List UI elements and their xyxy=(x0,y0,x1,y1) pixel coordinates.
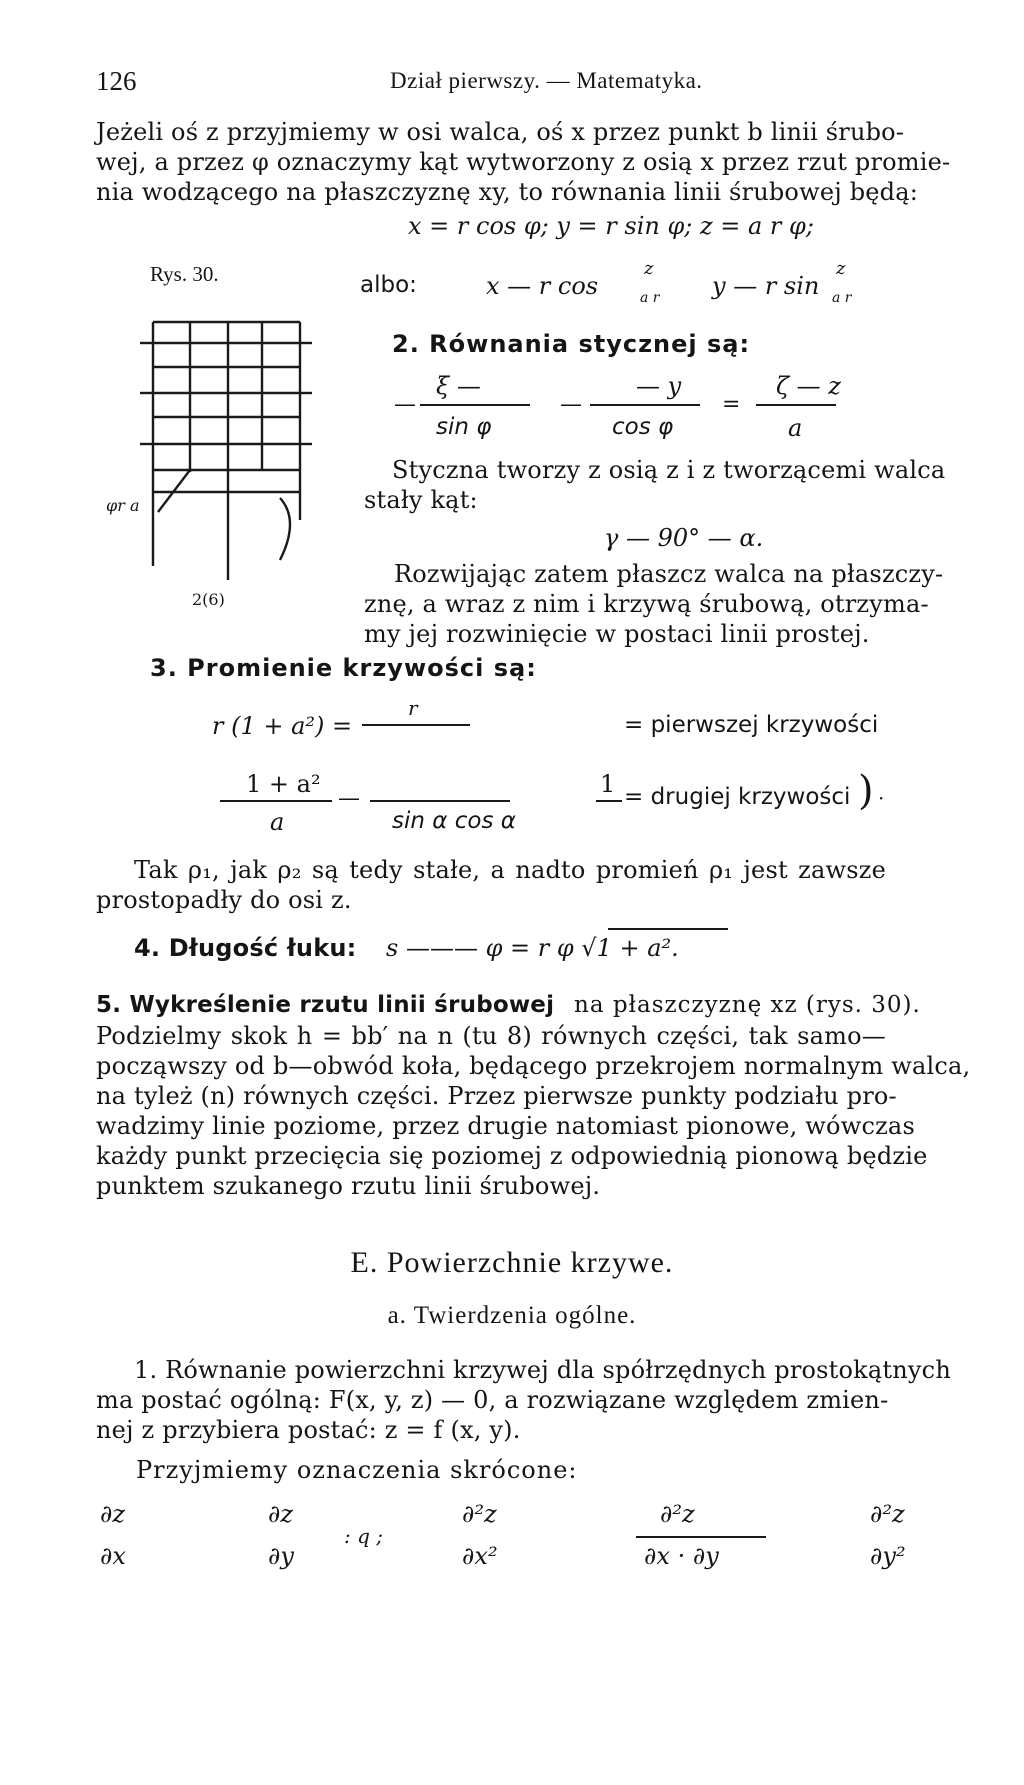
partial-den-2: ∂y xyxy=(268,1542,294,1570)
radius-2-num-left: 1 + a² xyxy=(246,770,321,798)
intro-line-1: Jeżeli oś z przyjmiemy w osi walca, oś x przez punkt b linii śrubo- xyxy=(96,118,905,146)
sqrt-bar xyxy=(608,928,728,930)
tak-line-2: prostopadły do osi z. xyxy=(96,886,352,914)
helix-eq2-mid: y — r sin xyxy=(712,272,820,300)
radius-2-bar-right xyxy=(596,800,622,802)
tangent-den-1: sin φ xyxy=(436,414,492,440)
helix-eq2-frac2-den: a r xyxy=(832,290,852,306)
radius-2-den-left: a xyxy=(270,808,285,836)
arc-length-formula: s ——— φ = r φ √1 + a². xyxy=(386,934,679,962)
helix-eq2-frac1-den: a r xyxy=(640,290,660,306)
partial-bar-4 xyxy=(636,1536,766,1538)
section-2-line-2: stały kąt: xyxy=(364,486,478,514)
section-5-line-5: każdy punkt przecięcia się poziomej z odpowiednią pionową będzie xyxy=(96,1142,928,1170)
section-5-line-6: punktem szukanego rzutu linii śrubowej. xyxy=(96,1172,601,1200)
radius-2-right: = drugiej krzywości xyxy=(624,784,851,810)
equals-dash: — xyxy=(394,392,416,417)
develop-line-3: my jej rozwinięcie w postaci linii prostej. xyxy=(364,620,870,648)
radius-1-right: = pierwszej krzywości xyxy=(624,712,879,738)
intro-line-3: nia wodzącego na płaszczyznę xy, to równania linii śrubowej będą: xyxy=(96,178,919,206)
equals-dash: — xyxy=(338,786,360,811)
tangent-bar-2 xyxy=(590,404,700,406)
gamma-equation: γ — 90° — α. xyxy=(604,524,764,552)
radius-1-num: r xyxy=(408,696,418,720)
partial-num-3: ∂²z xyxy=(462,1500,497,1528)
section-2-line-1: Styczna tworzy z osią z i z tworzącemi walca xyxy=(392,456,946,484)
q-label: : q ; xyxy=(344,1524,383,1548)
section-e-line-3: nej z przybiera postać: z = f (x, y). xyxy=(96,1416,521,1444)
section-3-heading: 3. Promienie krzywości są: xyxy=(150,654,537,682)
section-5-heading: 5. Wykreślenie rzutu linii śrubowej xyxy=(96,992,555,1018)
tangent-bar-1 xyxy=(420,404,530,406)
equals-dash: — xyxy=(560,392,582,417)
tangent-num-2: — y xyxy=(636,372,682,400)
helix-equation-1: x = r cos φ; y = r sin φ; z = a r φ; xyxy=(408,212,814,240)
section-e-line-2: ma postać ogólną: F(x, y, z) — 0, a rozwiązane względem zmien- xyxy=(96,1386,889,1414)
section-5-line-1: Podzielmy skok h = bb′ na n (tu 8) równych części, tak samo— xyxy=(96,1022,886,1050)
page-number: 126 xyxy=(96,66,137,96)
figure-label-left: φr a xyxy=(106,496,140,515)
partial-den-4: ∂x · ∂y xyxy=(644,1542,719,1570)
radius-1-left: r (1 + a²) = xyxy=(212,712,353,740)
section-4-heading: 4. Długość łuku: xyxy=(134,934,357,962)
equals-sign: = xyxy=(722,392,741,417)
running-title: Dział pierwszy. — Matematyka. xyxy=(390,68,703,93)
albo-label: albo: xyxy=(360,272,417,298)
radius-2-den-mid: sin α cos α xyxy=(392,808,516,834)
partial-den-5: ∂y² xyxy=(870,1542,906,1570)
section-5-line-4: wadzimy linie poziome, przez drugie natomiast pionowe, wówczas xyxy=(96,1112,915,1140)
tangent-den-3: a xyxy=(788,414,803,442)
radius-2-bar-mid xyxy=(370,800,510,802)
section-5-line-2: począwszy od b—obwód koła, będącego przekrojem normalnym walca, xyxy=(96,1052,971,1080)
helix-eq2-frac1-num: z xyxy=(644,258,654,279)
radius-1-bar xyxy=(362,724,470,726)
section-5-heading-rest: na płaszczyznę xz (rys. 30). xyxy=(574,992,921,1018)
period-dot: · xyxy=(878,786,885,810)
partial-num-5: ∂²z xyxy=(870,1500,905,1528)
tangent-num-1: ξ — xyxy=(436,372,481,400)
section-e-title: E. Powierzchnie krzywe. xyxy=(350,1246,674,1279)
notation-intro: Przyjmiemy oznaczenia skrócone: xyxy=(136,1456,578,1484)
tak-line-1: Tak ρ₁, jak ρ₂ są tedy stałe, a nadto promień ρ₁ jest zawsze xyxy=(134,856,886,884)
intro-line-2: wej, a przez φ oznaczymy kąt wytworzony z osią x przez rzut promie- xyxy=(96,148,951,176)
partial-num-2: ∂z xyxy=(268,1500,294,1528)
section-2-heading: 2. Równania stycznej są: xyxy=(392,330,751,358)
develop-line-1: Rozwijając zatem płaszcz walca na płaszczy- xyxy=(394,560,944,588)
closing-paren: ) xyxy=(858,768,874,814)
partial-den-3: ∂x² xyxy=(462,1542,498,1570)
helix-eq2-frac2-num: z xyxy=(836,258,846,279)
tangent-bar-3 xyxy=(756,404,836,406)
partial-num-1: ∂z xyxy=(100,1500,126,1528)
radius-2-num-right: 1 xyxy=(600,770,616,798)
figure-caption: Rys. 30. xyxy=(150,262,219,286)
partial-den-1: ∂x xyxy=(100,1542,126,1570)
helix-eq2-left: x — r cos xyxy=(486,272,599,300)
partial-num-4: ∂²z xyxy=(660,1500,695,1528)
develop-line-2: znę, a wraz z nim i krzywą śrubową, otrzyma- xyxy=(364,590,929,618)
section-5-line-3: na tyleż (n) równych części. Przez pierwsze punkty podziału pro- xyxy=(96,1082,897,1110)
radius-2-bar-left xyxy=(220,800,332,802)
tangent-num-3: ζ — z xyxy=(776,372,841,400)
figure-label-bottom: 2(6) xyxy=(192,590,225,609)
section-e-subtitle: a. Twierdzenia ogólne. xyxy=(387,1302,637,1329)
tangent-den-2: cos φ xyxy=(612,414,674,440)
section-e-line-1: 1. Równanie powierzchni krzywej dla spółrzędnych prostokątnych xyxy=(134,1356,951,1384)
